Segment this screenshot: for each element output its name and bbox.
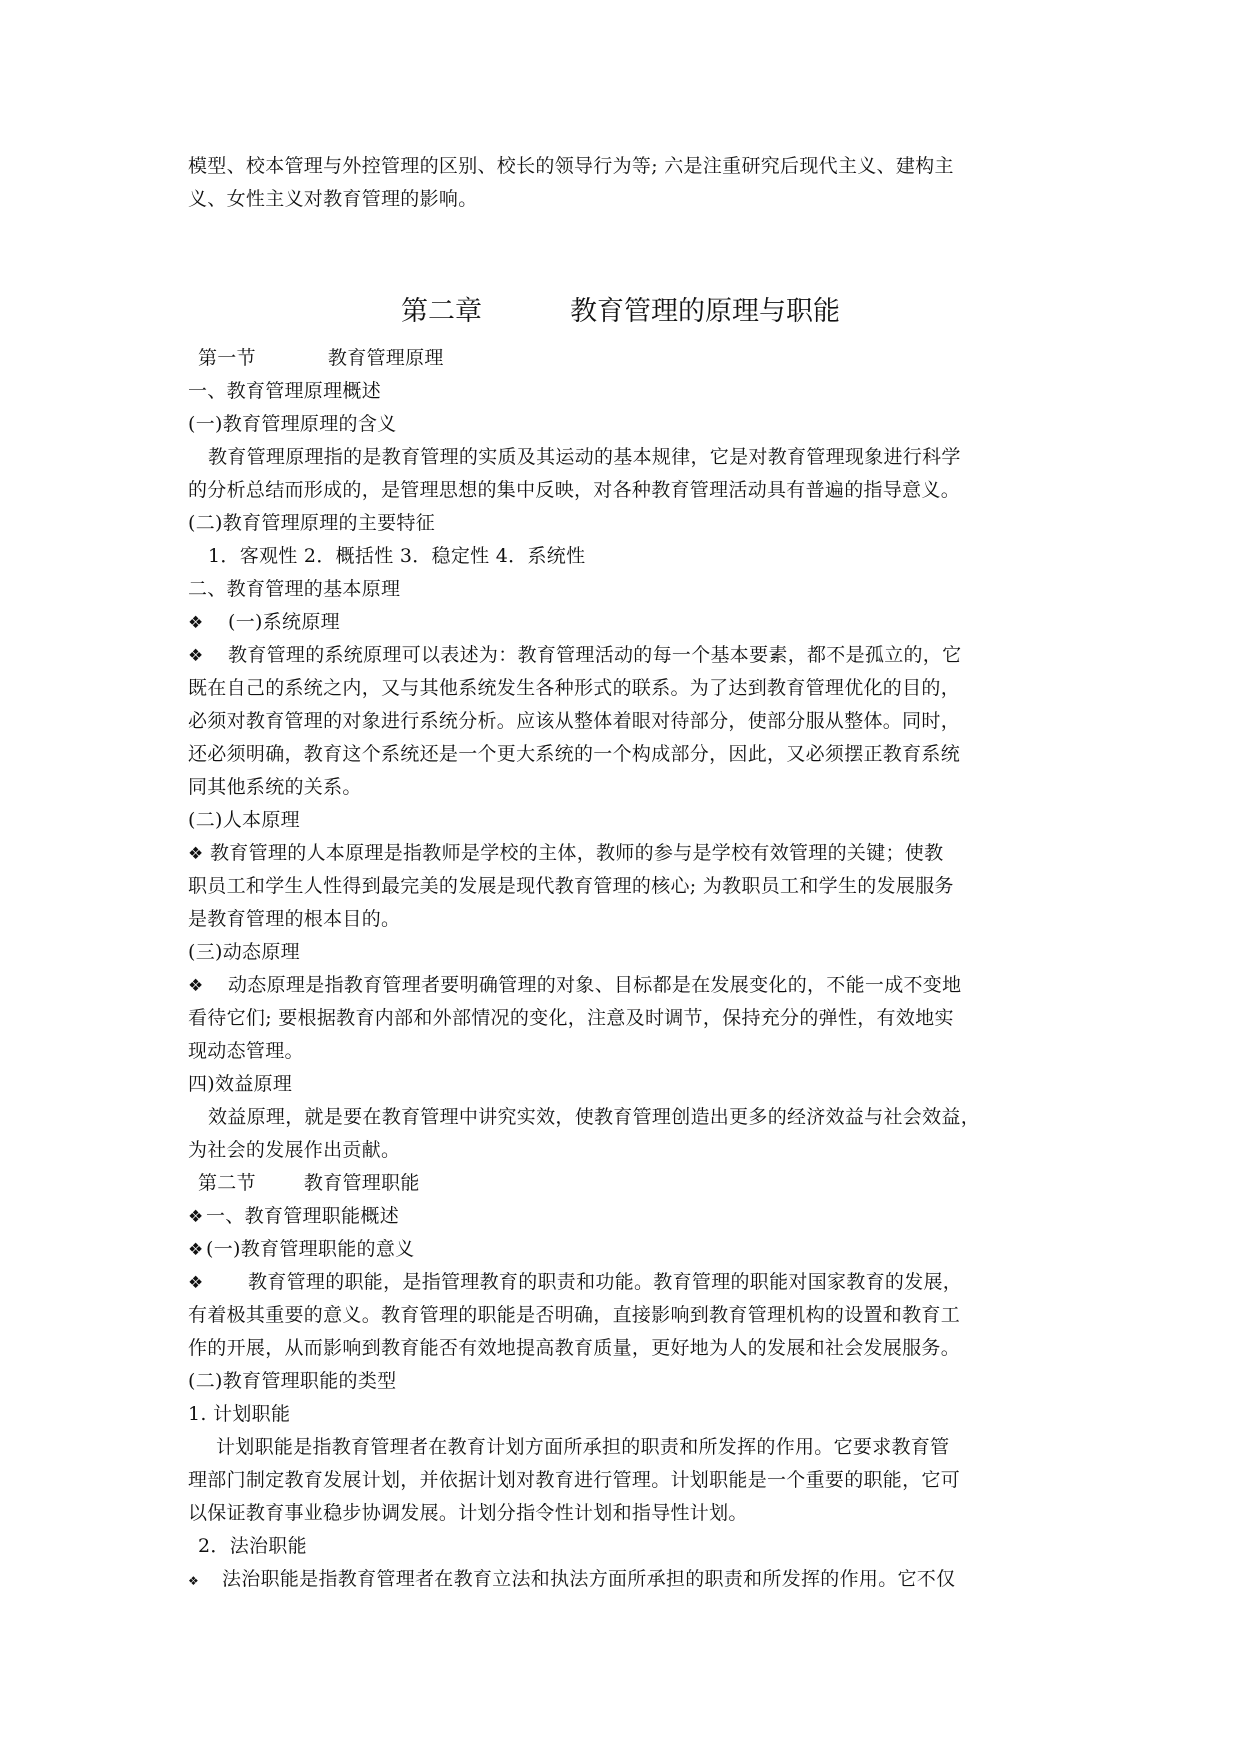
bullet-paragraph-line: [188, 969, 1063, 1002]
paragraph-line: 以保证教育事业稳步协调发展。计划分指令性计划和指导性计划。: [188, 1502, 748, 1524]
bullet-heading: [188, 606, 1063, 639]
paragraph-line: 必须对教育管理的对象进行系统分析。应该从整体着眼对待部分，使部分服从整体。同时，: [188, 710, 961, 732]
chapter-number: 第二章: [401, 296, 482, 327]
paragraph-line: 为社会的发展作出贡献。: [188, 1139, 401, 1161]
numbered-heading: 2．法治职能: [198, 1535, 307, 1557]
intro-line: 模型、校本管理与外控管理的区别、校长的领导行为等; 六是注重研究后现代主义、建构主: [188, 155, 954, 177]
paragraph-line: 看待它们; 要根据教育内部和外部情况的变化，注意及时调节，保持充分的弹性，有效地实: [188, 1007, 954, 1029]
heading-level2: (三)动态原理: [188, 941, 300, 963]
chapter-heading: [0, 292, 1241, 332]
paragraph-text: 教育管理的人本原理是指教师是学校的主体，教师的参与是学校有效管理的关键；使教: [210, 842, 944, 864]
heading-level1: 一、教育管理原理概述: [188, 380, 382, 402]
section-title: 教育管理原理: [327, 347, 444, 369]
paragraph-text: 教育管理的系统原理可以表述为：教育管理活动的每一个基本要素，都不是孤立的，它: [228, 644, 962, 666]
intro-line: 义、女性主义对教育管理的影响。: [188, 188, 478, 210]
heading-level1: 二、教育管理的基本原理: [188, 578, 401, 600]
diamond-bullet-icon: ❖: [188, 1273, 204, 1293]
paragraph-line: 现动态管理。: [188, 1040, 304, 1062]
paragraph-line: 计划职能是指教育管理者在教育计划方面所承担的职责和所发挥的作用。它要求教育管: [216, 1436, 950, 1458]
bullet-paragraph-line: [188, 1563, 1063, 1596]
diamond-bullet-icon: ❖: [188, 1207, 204, 1227]
paragraph-line: 教育管理原理指的是教育管理的实质及其运动的基本规律，它是对教育管理现象进行科学: [208, 446, 961, 468]
paragraph-line: 的分析总结而形成的，是管理思想的集中反映，对各种教育管理活动具有普遍的指导意义。: [188, 479, 961, 501]
paragraph-text: 法治职能是指教育管理者在教育立法和执法方面所承担的职责和所发挥的作用。它不仅: [222, 1568, 956, 1590]
heading-level2: 四)效益原理: [188, 1073, 293, 1095]
section-number: 第二节: [198, 1172, 256, 1194]
paragraph-line: 作的开展，从而影响到教育能否有效地提高教育质量，更好地为人的发展和社会发展服务。: [188, 1337, 961, 1359]
diamond-bullet-icon: ❖: [188, 613, 204, 633]
paragraph-line: 同其他系统的关系。: [188, 776, 362, 798]
paragraph-text: 动态原理是指教育管理者要明确管理的对象、目标都是在发展变化的，不能一成不变地: [228, 974, 962, 996]
section-title: 教育管理职能: [303, 1172, 420, 1194]
numbered-heading: 1. 计划职能: [188, 1403, 291, 1425]
heading-level2: (一)教育管理职能的意义: [206, 1238, 415, 1260]
body-text: [188, 342, 1063, 1596]
section-number: 第一节: [198, 347, 256, 369]
paragraph-line: 职员工和学生人性得到最完美的发展是现代教育管理的核心; 为教职员工和学生的发展服务: [188, 875, 954, 897]
bullet-paragraph-line: [188, 639, 1063, 672]
heading-level2: (二)教育管理职能的类型: [188, 1370, 397, 1392]
paragraph-line: 既在自己的系统之内，又与其他系统发生各种形式的联系。为了达到教育管理优化的目的，: [188, 677, 961, 699]
paragraph-line: 还必须明确，教育这个系统还是一个更大系统的一个构成部分，因此，又必须摆正教育系统: [188, 743, 961, 765]
bullet-heading: [188, 1233, 1063, 1266]
chapter-title: 教育管理的原理与职能: [570, 296, 840, 327]
feature-list: 1．客观性 2．概括性 3．稳定性 4．系统性: [208, 545, 586, 567]
intro-paragraph: [188, 150, 1063, 216]
paragraph-line: 理部门制定教育发展计划，并依据计划对教育进行管理。计划职能是一个重要的职能，它可: [188, 1469, 961, 1491]
paragraph-line: 是教育管理的根本目的。: [188, 908, 401, 930]
diamond-bullet-icon: ❖: [188, 1574, 200, 1588]
diamond-bullet-icon: ❖: [188, 646, 204, 666]
bullet-paragraph-line: [188, 837, 1063, 870]
heading-level2: (二)教育管理原理的主要特征: [188, 512, 436, 534]
heading-level2: (二)人本原理: [188, 809, 300, 831]
paragraph-line: 效益原理，就是要在教育管理中讲究实效，使教育管理创造出更多的经济效益与社会效益，: [208, 1106, 981, 1128]
diamond-bullet-icon: ❖: [188, 976, 204, 996]
paragraph-line: 有着极其重要的意义。教育管理的职能是否明确，直接影响到教育管理机构的设置和教育工: [188, 1304, 961, 1326]
section-heading: [188, 1167, 1063, 1200]
bullet-paragraph-line: [188, 1266, 1063, 1299]
diamond-bullet-icon: ❖: [188, 1240, 204, 1260]
diamond-bullet-icon: ❖: [188, 844, 204, 864]
heading-level2: (一)系统原理: [228, 611, 340, 633]
bullet-heading: [188, 1200, 1063, 1233]
heading-level1: 一、教育管理职能概述: [206, 1205, 400, 1227]
section-heading: [188, 342, 1063, 375]
paragraph-text: 教育管理的职能，是指管理教育的职责和功能。教育管理的职能对国家教育的发展，: [248, 1271, 963, 1293]
heading-level2: (一)教育管理原理的含义: [188, 413, 397, 435]
